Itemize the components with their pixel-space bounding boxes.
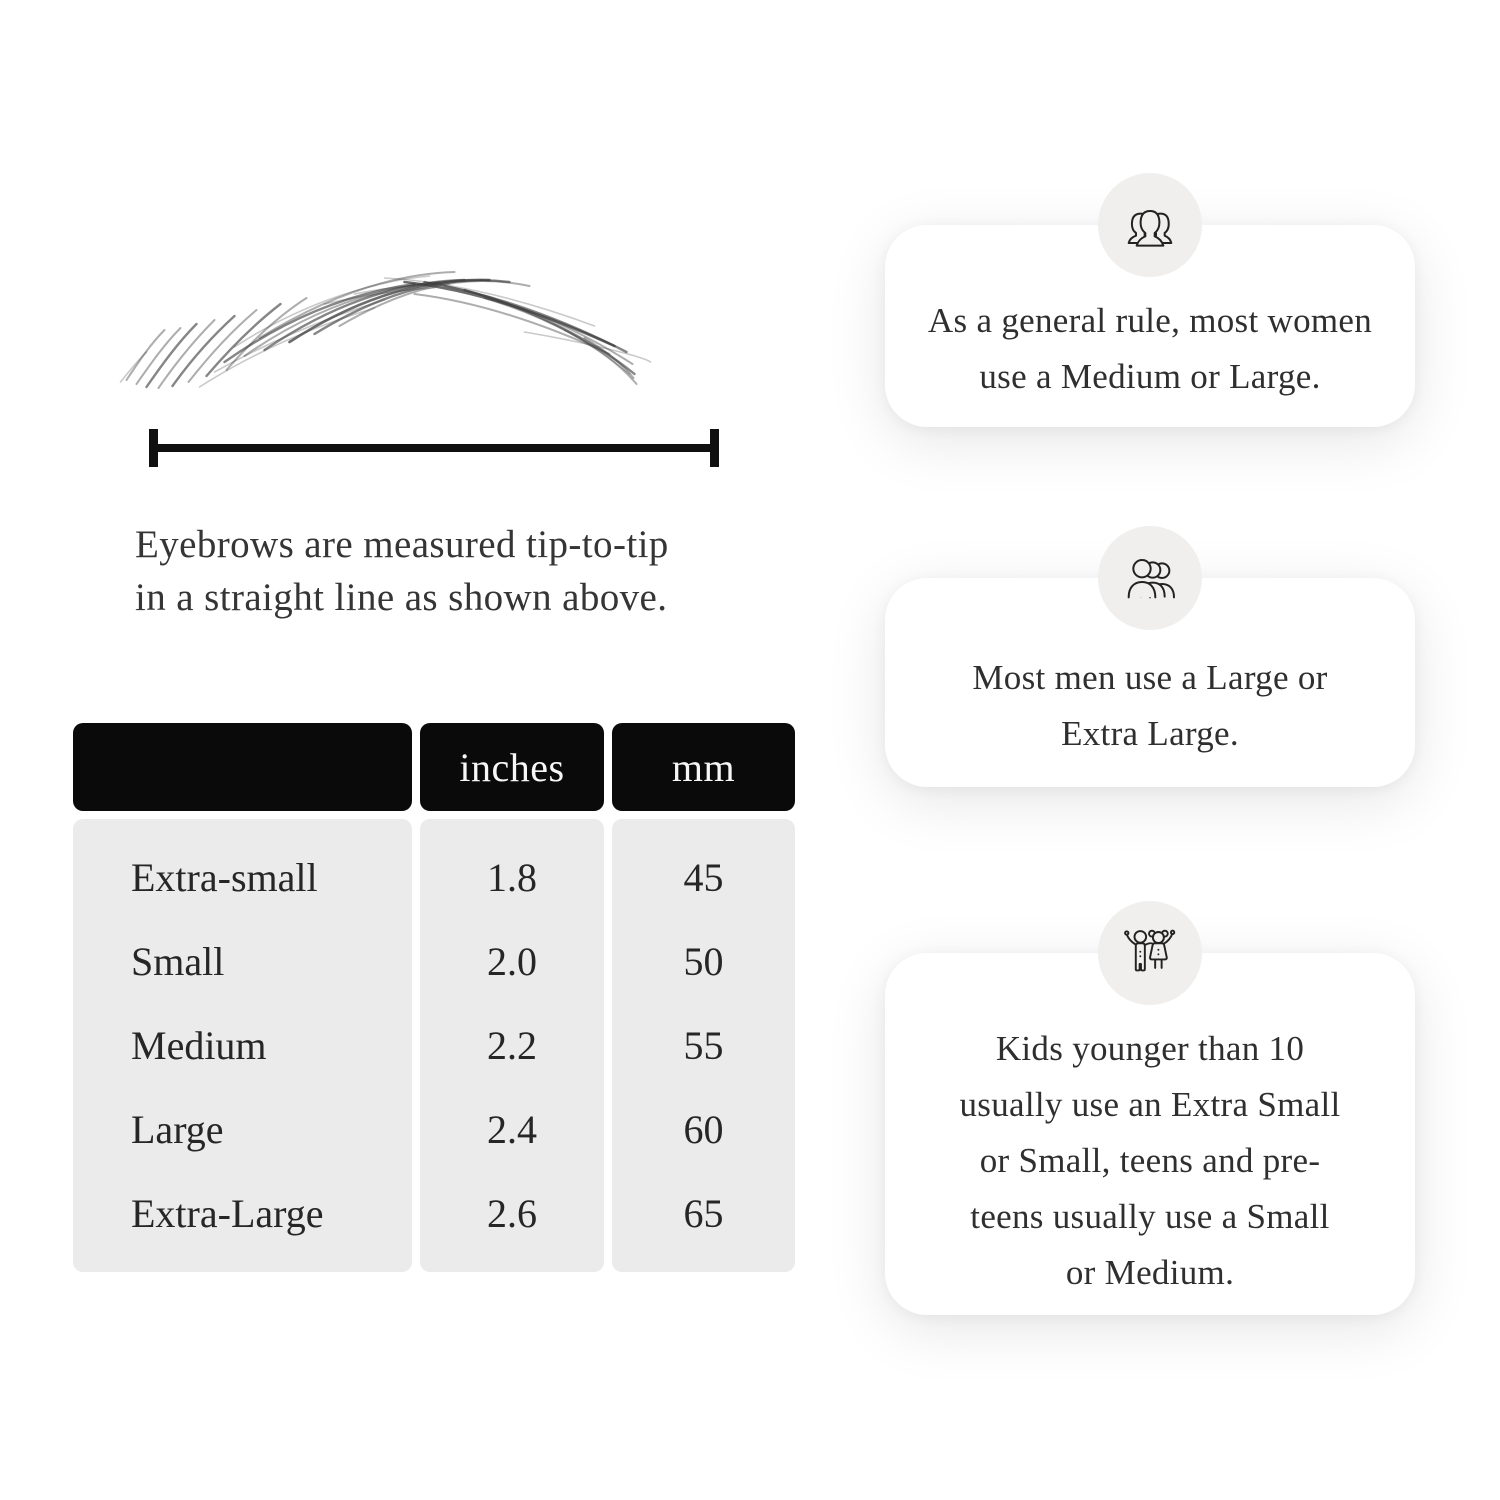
women-card-text: As a general rule, most women use a Medium or Large.	[927, 301, 1373, 396]
men-card	[885, 578, 1415, 787]
women-group-icon	[1118, 202, 1182, 248]
men-card-text: Most men use a Large or Extra Large.	[972, 657, 1328, 753]
size-label-column	[73, 819, 412, 1272]
inches-value: 2.6	[487, 1191, 537, 1237]
measurement-line	[149, 429, 719, 467]
size-table	[73, 723, 795, 1272]
men-card-badge	[1098, 526, 1202, 630]
kids-icon	[1119, 927, 1181, 979]
measurement-caption	[135, 518, 669, 624]
inches-value: 2.0	[487, 938, 537, 984]
caption-line-2: in a straight line as shown above.	[135, 576, 668, 619]
mm-value: 45	[683, 854, 724, 900]
size-label: Extra-Large	[131, 1191, 324, 1237]
kids-card-text: Kids younger than 10 usually use an Extra Small or Small, teens and pre-teens usually use a Small or Medium.	[959, 1029, 1341, 1292]
inches-column	[420, 819, 604, 1272]
mm-column	[612, 819, 795, 1272]
mm-value: 60	[683, 1107, 724, 1153]
inches-value: 1.8	[487, 854, 537, 900]
size-label: Small	[131, 938, 225, 984]
header-cell-blank	[73, 723, 412, 811]
size-label: Medium	[131, 1023, 267, 1068]
inches-value: 2.4	[487, 1107, 537, 1153]
women-card-badge	[1098, 173, 1202, 277]
women-card	[885, 225, 1415, 427]
mm-value: 50	[683, 938, 724, 984]
kids-card	[885, 953, 1415, 1315]
mm-value: 55	[683, 1023, 724, 1068]
men-group-icon	[1118, 555, 1182, 601]
header-cell-mm: mm	[612, 723, 795, 811]
eyebrow-illustration	[112, 242, 657, 417]
mm-value: 65	[683, 1191, 724, 1237]
size-table-body	[73, 819, 795, 1272]
header-cell-inches: inches	[420, 723, 604, 811]
size-table-header	[73, 723, 795, 811]
caption-line-1: Eyebrows are measured tip-to-tip	[135, 523, 669, 566]
kids-card-badge	[1098, 901, 1202, 1005]
measurement-line-bar	[158, 444, 710, 452]
size-label: Large	[131, 1107, 224, 1153]
inches-value: 2.2	[487, 1023, 537, 1068]
size-label: Extra-small	[131, 854, 318, 900]
